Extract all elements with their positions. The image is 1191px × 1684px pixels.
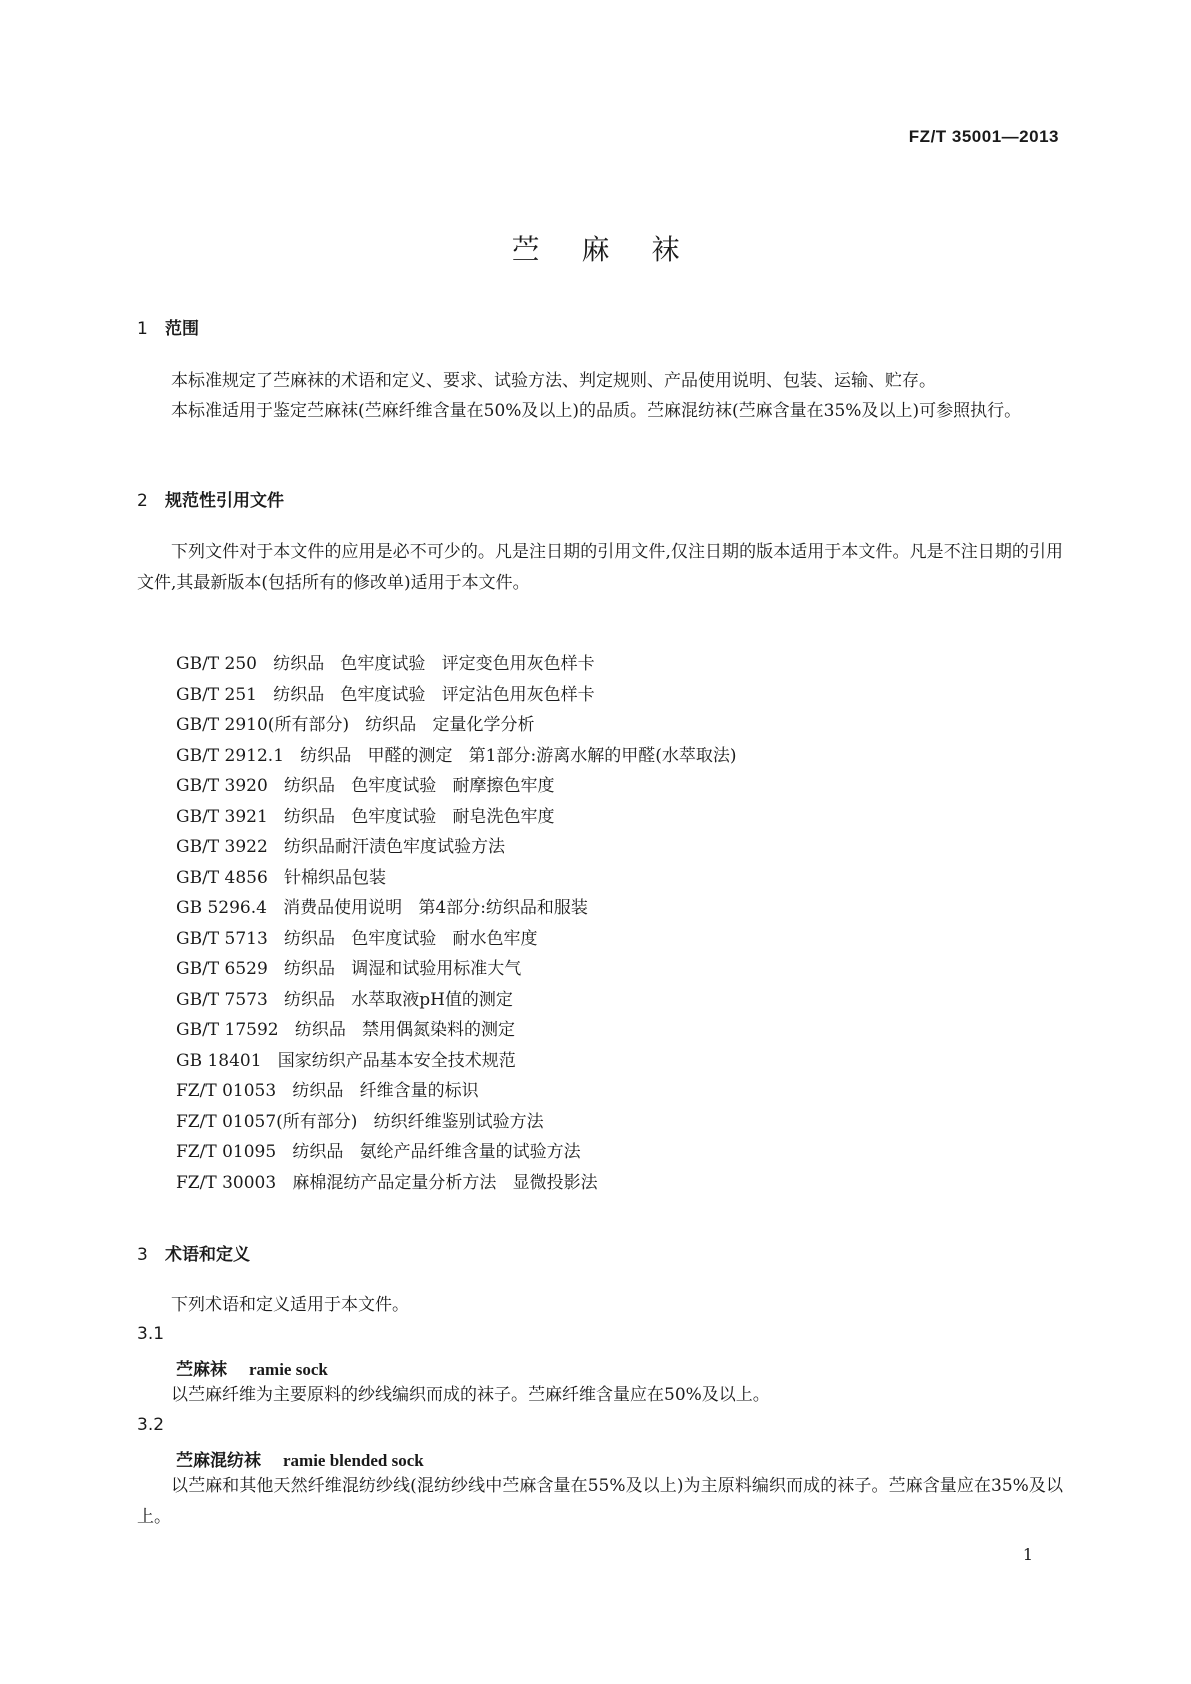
section-number: 2: [137, 491, 148, 511]
reference-item: FZ/T 30003 麻棉混纺产品定量分析方法 显微投影法: [176, 1172, 598, 1193]
section-3-heading: [137, 1240, 250, 1265]
paragraph: 本标准适用于鉴定苎麻袜(苎麻纤维含量在50%及以上)的品质。苎麻混纺袜(苎麻含量在35%及以上)可参照执行。: [171, 401, 1022, 421]
reference-item: GB/T 17592 纺织品 禁用偶氮染料的测定: [176, 1020, 516, 1040]
reference-item: FZ/T 01053 纺织品 纤维含量的标识: [176, 1081, 479, 1101]
term-entry: [176, 1355, 328, 1380]
section-title: 范围: [165, 319, 199, 339]
reference-item: GB/T 5713 纺织品 色牢度试验 耐水色牢度: [176, 928, 538, 949]
section-number: 3: [137, 1245, 148, 1265]
term-definition: 以苎麻和其他天然纤维混纺纱线(混纺纱线中苎麻含量在55%及以上)为主原料编织而成的袜子。苎麻含量应在35%及以上。: [137, 1476, 1063, 1527]
page-number: 1: [1022, 1545, 1033, 1564]
reference-item: GB/T 2910(所有部分) 纺织品 定量化学分析: [176, 715, 535, 735]
paragraph: 下列术语和定义适用于本文件。: [171, 1295, 409, 1315]
section-title: 规范性引用文件: [165, 491, 284, 511]
section-title: 术语和定义: [165, 1245, 250, 1265]
term-en: ramie blended sock: [283, 1451, 424, 1470]
reference-item: GB 18401 国家纺织产品基本安全技术规范: [176, 1050, 516, 1071]
reference-item: FZ/T 01057(所有部分) 纺织纤维鉴别试验方法: [176, 1111, 544, 1132]
paragraph: 本标准规定了苎麻袜的术语和定义、要求、试验方法、判定规则、产品使用说明、包装、运输、贮存。: [171, 371, 936, 391]
term-zh: 苎麻混纺袜: [176, 1451, 261, 1471]
reference-item: GB/T 6529 纺织品 调湿和试验用标准大气: [176, 959, 522, 979]
reference-item: GB/T 3921 纺织品 色牢度试验 耐皂洗色牢度: [176, 806, 555, 827]
term-definition: 以苎麻纤维为主要原料的纱线编织而成的袜子。苎麻纤维含量应在50%及以上。: [171, 1385, 770, 1405]
term-entry: [176, 1446, 424, 1471]
clause-number: 3.1: [137, 1324, 165, 1344]
reference-item: GB 5296.4 消费品使用说明 第4部分:纺织品和服装: [176, 898, 588, 918]
section-1-heading: [137, 314, 199, 339]
reference-item: GB/T 2912.1 纺织品 甲醛的测定 第1部分:游离水解的甲醛(水萃取法): [176, 745, 737, 766]
reference-list: [176, 649, 736, 1198]
clause-number: 3.2: [137, 1415, 165, 1435]
standard-code: FZ/T 35001—2013: [908, 127, 1059, 146]
reference-item: GB/T 250 纺织品 色牢度试验 评定变色用灰色样卡: [176, 654, 595, 674]
reference-item: GB/T 3922 纺织品耐汗渍色牢度试验方法: [176, 837, 506, 857]
section-number: 1: [137, 319, 148, 339]
reference-item: FZ/T 01095 纺织品 氨纶产品纤维含量的试验方法: [176, 1142, 581, 1162]
term-zh: 苎麻袜: [176, 1360, 227, 1380]
document-title: 苎麻袜: [511, 233, 722, 266]
term-en: ramie sock: [249, 1360, 328, 1379]
reference-item: GB/T 7573 纺织品 水萃取液pH值的测定: [176, 989, 513, 1010]
reference-item: GB/T 3920 纺织品 色牢度试验 耐摩擦色牢度: [176, 776, 555, 796]
paragraph: 下列文件对于本文件的应用是必不可少的。凡是注日期的引用文件,仅注日期的版本适用于本文件。凡是不注日期的引用文件,其最新版本(包括所有的修改单)适用于本文件。: [137, 542, 1063, 593]
reference-item: GB/T 251 纺织品 色牢度试验 评定沾色用灰色样卡: [176, 684, 595, 705]
reference-item: GB/T 4856 针棉织品包装: [176, 867, 387, 888]
section-2-heading: [137, 486, 284, 511]
